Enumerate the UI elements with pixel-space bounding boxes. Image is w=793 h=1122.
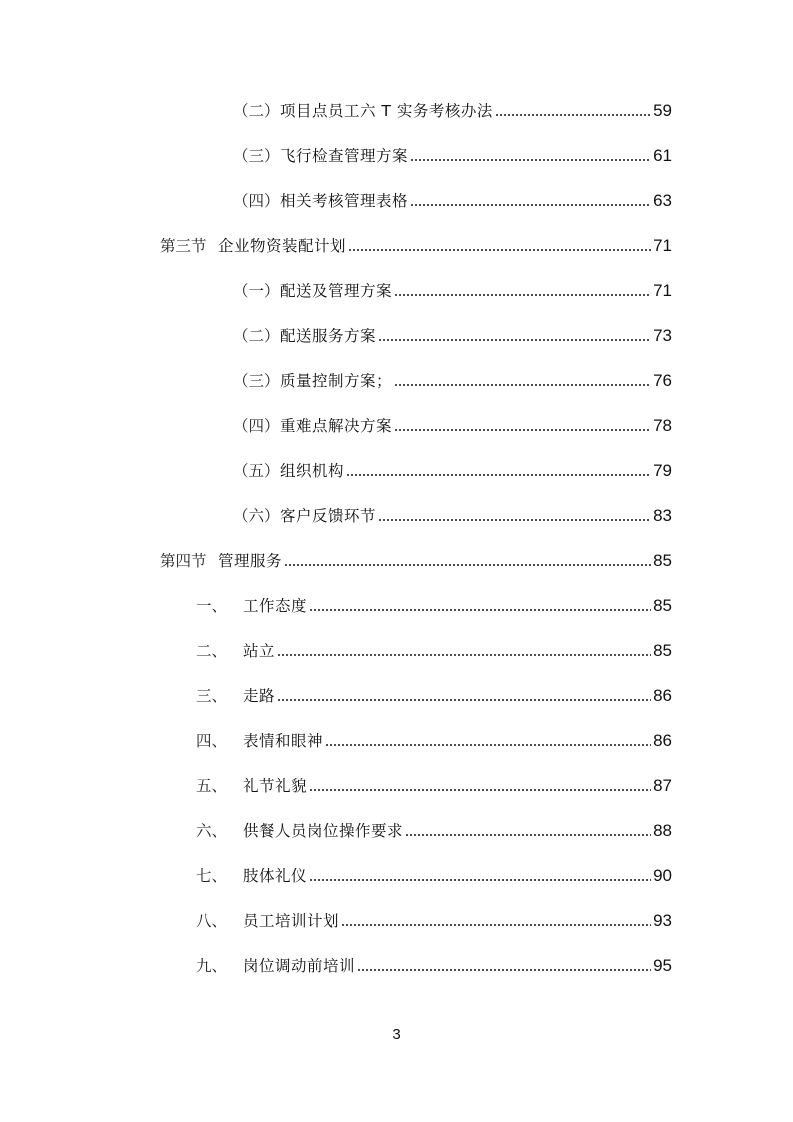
toc-entry[interactable]	[196, 907, 672, 931]
dot-leader	[341, 923, 651, 927]
dot-leader	[405, 833, 651, 837]
toc-entry[interactable]	[233, 187, 672, 211]
toc-entry[interactable]	[233, 277, 672, 301]
toc-entry-number: 五、	[196, 777, 228, 795]
toc-entry-title: 管理服务	[218, 552, 283, 570]
toc-entry-title: 走路	[243, 687, 276, 705]
toc-entry[interactable]	[233, 457, 672, 481]
toc-entry-number: 四、	[196, 732, 228, 750]
toc-entry-page: 87	[653, 776, 672, 795]
toc-entry-page: 88	[653, 821, 672, 840]
dot-leader	[394, 383, 651, 387]
dot-leader	[309, 608, 651, 612]
toc-entry-page: 85	[653, 641, 672, 660]
toc-entry-page: 86	[653, 731, 672, 750]
toc-entry-title: 企业物资装配计划	[218, 237, 347, 255]
toc-entry-number: （三）	[233, 147, 280, 165]
dot-leader	[325, 743, 651, 747]
toc-entry-number: 八、	[196, 912, 228, 930]
toc-entry[interactable]	[196, 772, 672, 796]
dot-leader	[309, 788, 651, 792]
dot-leader	[495, 113, 651, 117]
toc-entry-number: 第三节	[160, 237, 207, 255]
toc-entry-number: 第四节	[160, 552, 207, 570]
toc-entry-title: 配送及管理方案	[280, 282, 393, 300]
toc-entry-page: 61	[653, 146, 672, 165]
dot-leader	[277, 653, 651, 657]
dot-leader	[357, 968, 651, 972]
toc-entry-title: 组织机构	[280, 462, 345, 480]
toc-entry-number: （五）	[233, 462, 280, 480]
toc-entry-page: 79	[653, 461, 672, 480]
toc-entry[interactable]	[196, 682, 672, 706]
toc-entry-title: 表情和眼神	[243, 732, 324, 750]
toc-entry-title: 礼节礼貌	[243, 777, 308, 795]
toc-entry-number: （二）	[233, 102, 280, 120]
toc-entry-number: 六、	[196, 822, 228, 840]
toc-entry-title: 质量控制方案；	[280, 372, 393, 390]
toc-entry-title: 站立	[243, 642, 276, 660]
toc-entry-number: （四）	[233, 192, 280, 210]
toc-entry-page: 63	[653, 191, 672, 210]
toc-entry-title: 工作态度	[243, 597, 308, 615]
page-number: 3	[392, 1026, 401, 1043]
toc-entry-page: 71	[653, 281, 672, 300]
toc-entry-title: 员工培训计划	[243, 912, 340, 930]
dot-leader	[348, 248, 651, 252]
dot-leader	[410, 203, 651, 207]
toc-entry-page: 90	[653, 866, 672, 885]
toc-entry-page: 59	[653, 101, 672, 120]
toc-entry-title: 肢体礼仪	[243, 867, 308, 885]
toc-entry[interactable]	[196, 862, 672, 886]
toc-entry-page: 86	[653, 686, 672, 705]
toc-entry[interactable]	[196, 637, 672, 661]
toc-entry-page: 85	[653, 596, 672, 615]
toc-entry[interactable]	[233, 412, 672, 436]
toc-entry-number: （六）	[233, 507, 280, 525]
dot-leader	[378, 518, 651, 522]
toc-entry-number: （三）	[233, 372, 280, 390]
toc-entry-title: 配送服务方案	[280, 327, 377, 345]
toc-entry-title: 飞行检查管理方案	[280, 147, 409, 165]
toc-entry-number: （四）	[233, 417, 280, 435]
dot-leader	[410, 158, 651, 162]
toc-entry-title: 重难点解决方案	[280, 417, 393, 435]
dot-leader	[309, 878, 651, 882]
toc-entry[interactable]	[233, 142, 672, 166]
toc-entry[interactable]	[233, 502, 672, 526]
toc-entry[interactable]	[196, 952, 672, 976]
toc-entry-page: 93	[653, 911, 672, 930]
dot-leader	[394, 428, 651, 432]
toc-entry[interactable]	[196, 727, 672, 751]
toc-entry-number: 九、	[196, 957, 228, 975]
toc-section-entry[interactable]	[160, 547, 672, 571]
toc-entry[interactable]	[233, 97, 672, 121]
toc-entry-number: 七、	[196, 867, 228, 885]
toc-entry-page: 71	[653, 236, 672, 255]
toc-entry-number: 二、	[196, 642, 228, 660]
toc-entry[interactable]	[196, 817, 672, 841]
toc-entry-title: 供餐人员岗位操作要求	[243, 822, 404, 840]
toc-entry-page: 78	[653, 416, 672, 435]
toc-entry[interactable]	[233, 322, 672, 346]
toc-entry-title: 相关考核管理表格	[280, 192, 409, 210]
dot-leader	[346, 473, 651, 477]
toc-entry-title: 项目点员工六 T 实务考核办法	[280, 102, 493, 120]
toc-entry-page: 76	[653, 371, 672, 390]
toc-entry-number: （二）	[233, 327, 280, 345]
toc-entry-page: 85	[653, 551, 672, 570]
toc-section-entry[interactable]	[160, 232, 672, 256]
toc-entry-number: （一）	[233, 282, 280, 300]
dot-leader	[277, 698, 651, 702]
toc-entry[interactable]	[233, 367, 672, 391]
toc-entry-number: 三、	[196, 687, 228, 705]
toc-entry-title: 客户反馈环节	[280, 507, 377, 525]
dot-leader	[394, 293, 651, 297]
toc-entry[interactable]	[196, 592, 672, 616]
toc-entry-title: 岗位调动前培训	[243, 957, 356, 975]
toc-entry-page: 73	[653, 326, 672, 345]
toc-entry-page: 95	[653, 956, 672, 975]
toc-entry-page: 83	[653, 506, 672, 525]
dot-leader	[284, 563, 651, 567]
dot-leader	[378, 338, 651, 342]
toc-entry-number: 一、	[196, 597, 228, 615]
